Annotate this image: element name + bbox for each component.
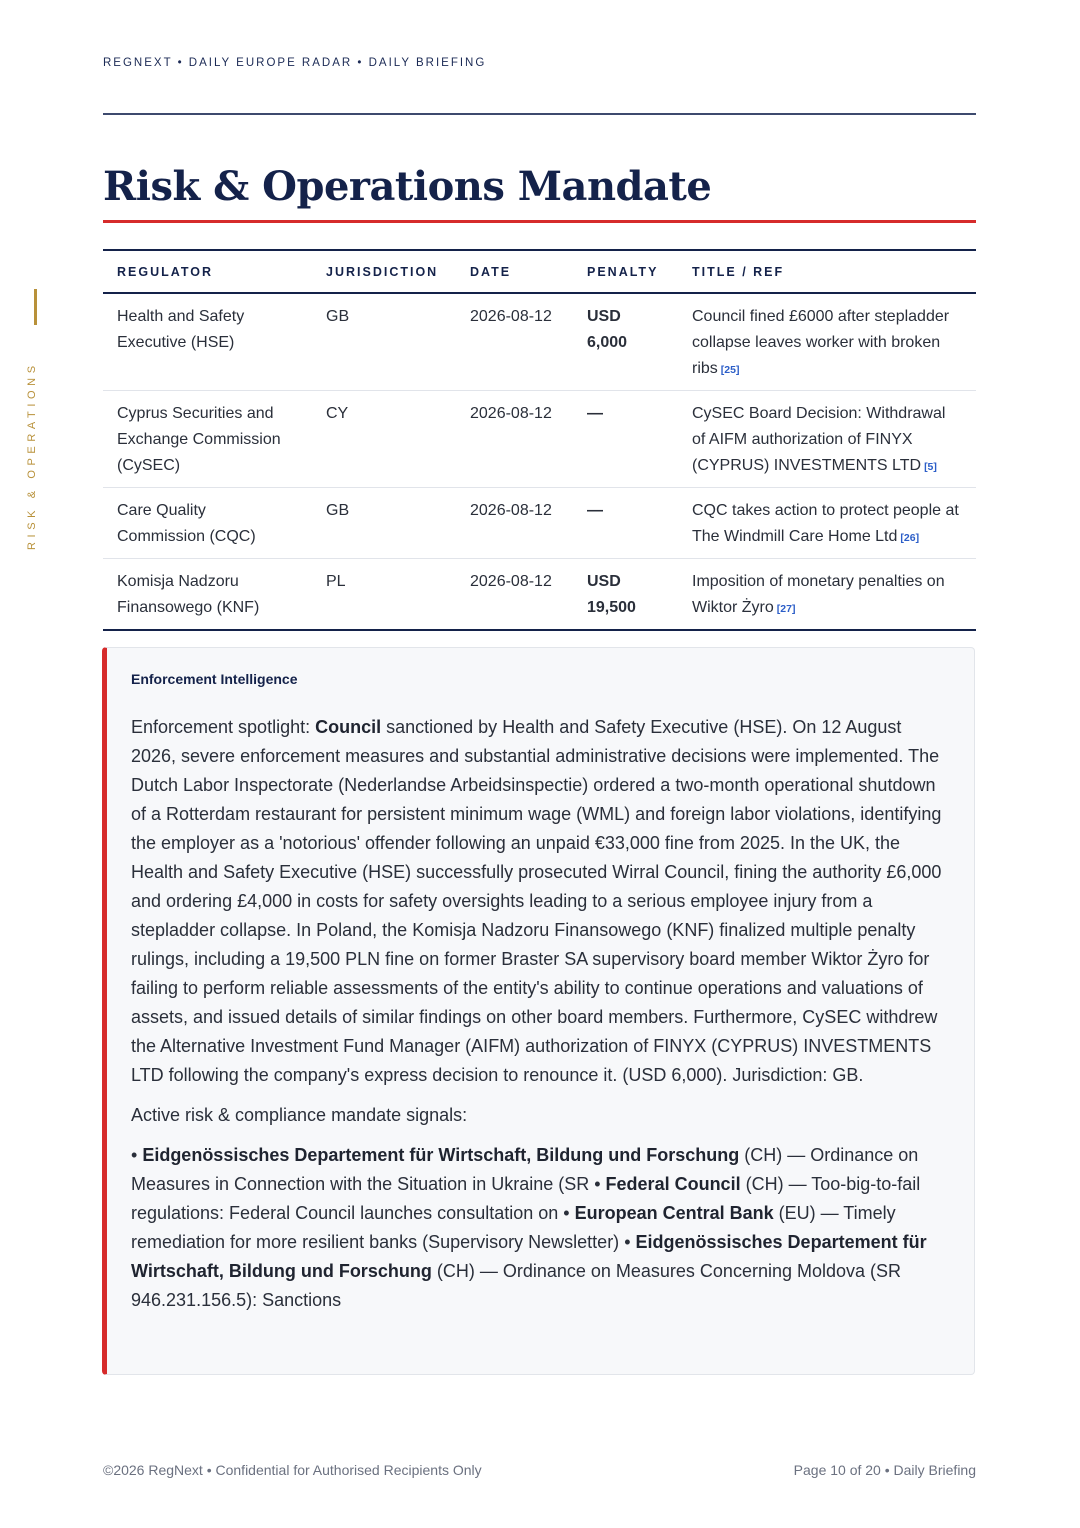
cell-jurisdiction: CY [312, 391, 456, 488]
signal-text: (CH) — Too-big-to-fail regulations: Federal Council launches consultation on [131, 1174, 921, 1223]
panel-heading: Enforcement Intelligence [131, 671, 298, 687]
bullet: • [594, 1174, 606, 1194]
reference-link[interactable]: [26] [900, 532, 920, 544]
title-underline [103, 220, 976, 223]
cell-title [678, 488, 976, 559]
cell-title [678, 391, 976, 488]
cell-jurisdiction: GB [312, 488, 456, 559]
reference-link[interactable]: [27] [776, 603, 796, 615]
cell-penalty [573, 559, 678, 631]
spotlight-paragraph [131, 713, 951, 1090]
signal-text: (CH) — Ordinance on Measures Concerning Moldova (SR 946.231.156.5): Sanctions [131, 1261, 902, 1310]
item-title: CQC takes action to protect people at The Windmill Care Home Ltd [692, 502, 959, 545]
signal-regulator: Federal Council [605, 1174, 741, 1194]
cell-regulator: Cyprus Securities and Exchange Commission (CySEC) [103, 391, 312, 488]
cell-penalty: — [573, 391, 678, 488]
side-section-label: RISK & OPERATIONS [26, 361, 38, 550]
signal-regulator: Eidgenössisches Departement für Wirtschaft, Bildung und Forschung [142, 1145, 740, 1165]
cell-penalty [573, 293, 678, 391]
cell-jurisdiction: PL [326, 573, 346, 590]
enforcement-intelligence-panel [102, 647, 975, 1375]
signal-regulator: European Central Bank [574, 1203, 774, 1223]
col-header-penalty: PENALTY [573, 250, 678, 293]
penalty-currency: USD [587, 573, 621, 590]
signal-text: (EU) — Timely remediation for more resilient banks (Supervisory Newsletter) [131, 1203, 896, 1252]
spotlight-text: sanctioned by Health and Safety Executive (HSE). On 12 August 2026, severe enforcement measures and substantial administrative decisions were implemented. The Dutch Labor Inspectorate (Nederlandse Arbeidsinspectie) ordered a two-month operational shutdown of a Rotterdam restaurant for persistent minimum wage (WML) and foreign labor violations, identifying the employer as a 'notorious' offender following an unpaid €33,000 fine from 2025. In the UK, the Health and Safety Executive (HSE) successfully prosecuted Wirral Council, fining the authority £6,000 and ordering £4,000 in costs for safety oversights leading to a serious employee injury from a stepladder collapse. In Poland, the Komisja Nadzoru Finansowego (KNF) finalized multiple penalty rulings, including a 19,500 PLN fine on former Braster SA supervisory board member Wiktor Żyro for failing to perform reliable assessments of the entity's ability to continue operations and valuations of assets, and issued details of similar findings on other board members. Furthermore, CySEC withdrew the Alternative Investment Fund Manager (AIFM) authorization of FINYX (CYPRUS) INVESTMENTS LTD following the company's express decision to renounce it. (USD 6,000). Jurisdiction: GB. [131, 717, 942, 1085]
cell-regulator: Care Quality Commission (CQC) [103, 488, 312, 559]
signal-regulator: Eidgenössisches Departement für Wirtschaft, Bildung und Forschung [131, 1232, 927, 1281]
footer-copyright: ©2026 RegNext • Confidential for Authorised Recipients Only [103, 1462, 482, 1478]
cell-regulator: Komisja Nadzoru Finansowego (KNF) [117, 573, 260, 616]
bullet: • [131, 1145, 143, 1165]
signals-intro: Active risk & compliance mandate signals: [131, 1105, 468, 1125]
cell-date: 2026-08-12 [456, 293, 573, 391]
spotlight-entity: Council [315, 717, 382, 737]
table-row [103, 391, 976, 488]
col-header-title-ref: TITLE / REF [678, 250, 976, 293]
cell-date: 2026-08-12 [456, 488, 573, 559]
bullet: • [563, 1203, 575, 1223]
header-divider [103, 113, 976, 115]
table-row [103, 293, 976, 391]
page-title: Risk & Operations Mandate [103, 163, 712, 210]
col-header-jurisdiction: JURISDICTION [312, 250, 456, 293]
enforcement-table [103, 249, 976, 631]
report-meta: REGNEXT • DAILY EUROPE RADAR • DAILY BRIEFING [103, 57, 487, 69]
cell-date: 2026-08-12 [470, 573, 552, 590]
cell-regulator: Health and Safety Executive (HSE) [103, 293, 312, 391]
cell-jurisdiction: GB [312, 293, 456, 391]
item-title: Imposition of monetary penalties on Wiktor Żyro [692, 573, 945, 616]
col-header-date: DATE [456, 250, 573, 293]
cell-date: 2026-08-12 [456, 391, 573, 488]
table-row [103, 559, 976, 631]
table-row [103, 488, 976, 559]
penalty-amount: 6,000 [587, 334, 628, 351]
spotlight-lead: Enforcement spotlight: [131, 717, 316, 737]
signals-list [131, 1141, 951, 1315]
cell-penalty: — [573, 488, 678, 559]
bullet: • [624, 1232, 636, 1252]
reference-link[interactable]: [5] [924, 461, 937, 473]
cell-title [678, 559, 976, 631]
reference-link[interactable]: [25] [720, 364, 740, 376]
item-title: CySEC Board Decision: Withdrawal of AIFM authorization of FINYX (CYPRUS) INVESTMENTS LTD [692, 405, 946, 474]
table-header-row [103, 250, 976, 293]
penalty-amount: 19,500 [587, 599, 636, 616]
col-header-regulator: REGULATOR [103, 250, 312, 293]
cell-title [678, 293, 976, 391]
penalty-currency: USD [587, 308, 621, 325]
side-accent-bar [34, 289, 37, 325]
footer-page-info: Page 10 of 20 • Daily Briefing [793, 1462, 976, 1478]
item-title: Council fined £6000 after stepladder collapse leaves worker with broken ribs [692, 308, 950, 377]
signal-text: (CH) — Ordinance on Measures in Connection with the Situation in Ukraine (SR [131, 1145, 919, 1194]
panel-body [131, 713, 951, 1326]
